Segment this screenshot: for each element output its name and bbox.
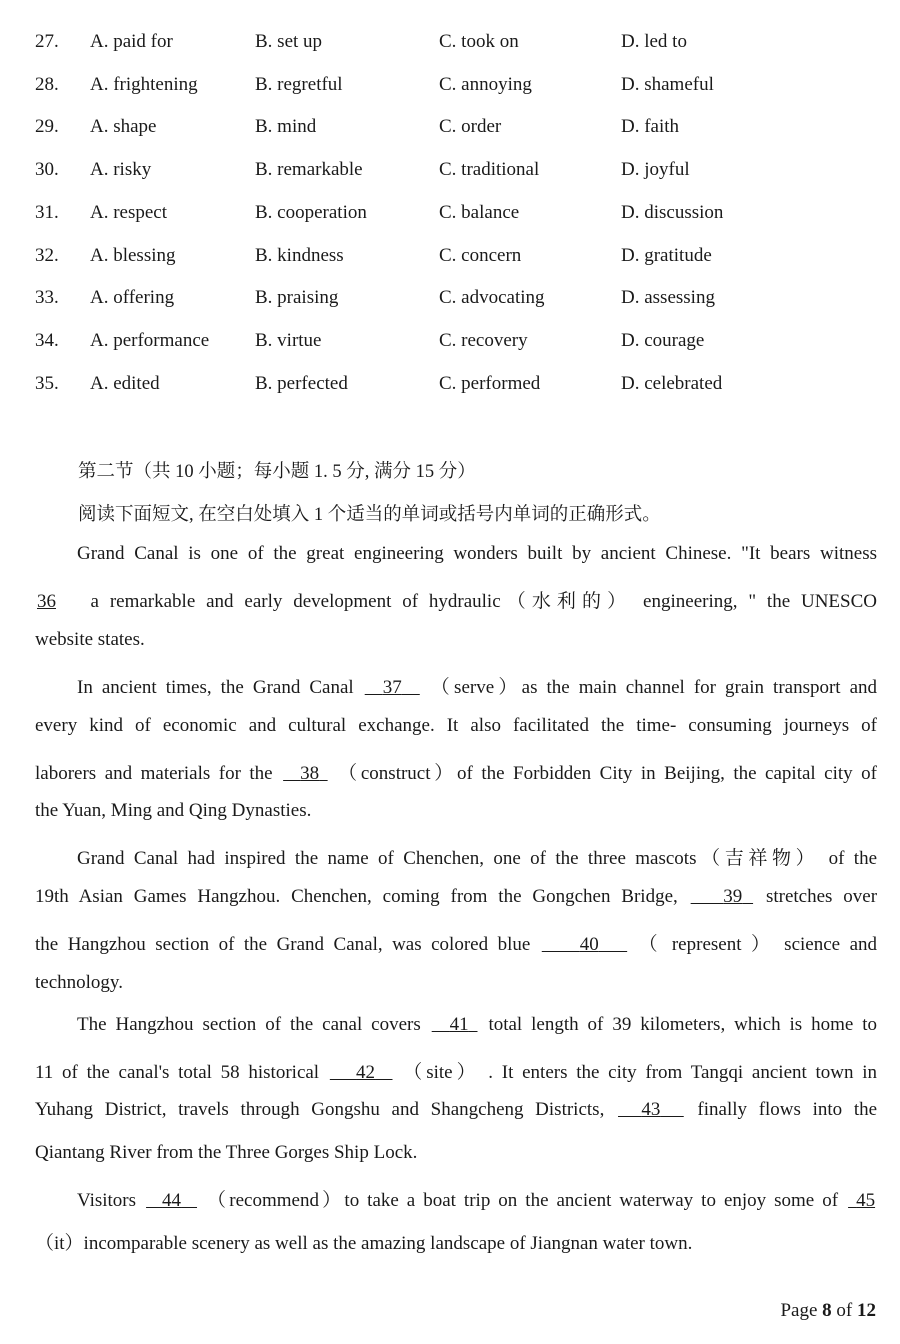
question-row xyxy=(0,116,900,146)
passage-text: laborers and materials for the xyxy=(35,763,273,784)
blank-40: 40 xyxy=(579,934,599,955)
passage-text: （ represent ） science and xyxy=(638,934,878,955)
question-number: 30. xyxy=(35,159,59,181)
question-row xyxy=(0,202,900,232)
passage-text: total length of 39 kilometers, which is home to xyxy=(488,1014,878,1035)
question-number: 33. xyxy=(35,287,59,309)
passage-line xyxy=(77,672,877,700)
passage-line: technology. xyxy=(35,972,123,993)
option-d: D. led to xyxy=(621,31,687,52)
blank-41: 41 xyxy=(449,1014,469,1035)
passage-line xyxy=(77,1185,877,1213)
option-d: D. shameful xyxy=(621,73,714,95)
passage-line xyxy=(35,758,877,786)
question-row xyxy=(0,74,900,104)
option-b: B. praising xyxy=(255,287,339,309)
option-a: A. performance xyxy=(90,329,210,351)
option-d: D. gratitude xyxy=(621,244,712,266)
passage-text: （construct）of the Forbidden City in Beijing, the capital city of xyxy=(338,763,877,784)
question-row xyxy=(0,373,900,403)
question-number: 32. xyxy=(35,244,59,266)
question-number: 35. xyxy=(35,372,59,394)
section-instruction: 阅读下面短文, 在空白处填入 1 个适当的单词或括号内单词的正确形式。 xyxy=(78,505,661,525)
option-c: C. took on xyxy=(439,31,519,52)
option-a: A. paid for xyxy=(90,31,173,52)
option-b: B. mind xyxy=(255,116,317,138)
option-a: A. risky xyxy=(90,159,152,181)
passage-text: （site） . It enters the city from Tangqi ancient town in xyxy=(403,1062,878,1083)
passage-text: finally flows into the xyxy=(697,1099,878,1120)
option-a: A. offering xyxy=(90,287,175,309)
blank-36: 36 xyxy=(37,591,56,612)
passage-line: the Yuan, Ming and Qing Dynasties. xyxy=(35,800,312,821)
question-row xyxy=(0,245,900,275)
question-number: 27. xyxy=(35,31,59,52)
blank-38: 38 xyxy=(300,763,320,784)
option-d: D. joyful xyxy=(621,159,690,181)
option-c: C. balance xyxy=(439,201,520,223)
passage-line xyxy=(35,1099,877,1127)
blank-42: 42 xyxy=(356,1062,376,1083)
option-d: D. faith xyxy=(621,116,680,138)
blank-43: 43 xyxy=(641,1099,661,1120)
option-b: B. set up xyxy=(255,31,323,52)
passage-line xyxy=(35,1057,877,1085)
passage-line: （it）incomparable scenery as well as the amazing landscape of Jiangnan water town. xyxy=(35,1233,693,1254)
passage-line xyxy=(35,586,877,614)
section-title: 第二节（共 10 小题；每小题 1. 5 分, 满分 15 分） xyxy=(78,462,476,482)
option-c: C. concern xyxy=(439,244,522,266)
passage-line xyxy=(35,886,877,914)
option-b: B. perfected xyxy=(255,372,348,394)
passage-line xyxy=(77,1014,877,1042)
passage-text: the Hangzhou section of the Grand Canal, was colored blue xyxy=(35,934,531,955)
option-c: C. performed xyxy=(439,372,541,394)
option-b: B. kindness xyxy=(255,244,344,266)
blank-37: 37 xyxy=(382,677,402,698)
passage-line: Grand Canal had inspired the name of Chenchen, one of the three mascots（吉祥物） of the xyxy=(77,848,877,869)
question-row xyxy=(0,159,900,189)
option-c: C. advocating xyxy=(439,287,545,309)
option-b: B. remarkable xyxy=(255,159,363,181)
question-row xyxy=(0,31,900,61)
passage-text: 19th Asian Games Hangzhou. Chenchen, coming from the Gongchen Bridge, xyxy=(35,886,678,907)
blank-45: 45 xyxy=(856,1190,876,1211)
option-d: D. assessing xyxy=(621,287,715,309)
passage-text: The Hangzhou section of the canal covers xyxy=(77,1014,421,1035)
passage-line: website states. xyxy=(35,629,145,650)
question-number: 29. xyxy=(35,116,59,138)
question-row xyxy=(0,287,900,317)
option-c: C. traditional xyxy=(439,159,540,181)
passage-text: In ancient times, the Grand Canal xyxy=(77,677,354,698)
option-d: D. discussion xyxy=(621,201,724,223)
option-a: A. blessing xyxy=(90,244,176,266)
passage-line: every kind of economic and cultural exchange. It also facilitated the time- consuming journeys of xyxy=(35,715,877,736)
option-c: C. recovery xyxy=(439,329,528,351)
passage-text: 11 of the canal's total 58 historical xyxy=(35,1062,320,1083)
question-number: 34. xyxy=(35,329,59,351)
blank-44: 44 xyxy=(162,1190,182,1211)
option-a: A. edited xyxy=(90,372,160,394)
option-a: A. frightening xyxy=(90,73,198,95)
option-a: A. respect xyxy=(90,201,168,223)
option-a: A. shape xyxy=(90,116,157,138)
option-b: B. regretful xyxy=(255,73,343,95)
question-number: 31. xyxy=(35,201,59,223)
passage-line xyxy=(35,929,877,957)
passage-text: Yuhang District, travels through Gongshu and Shangcheng Districts, xyxy=(35,1099,605,1120)
option-b: B. virtue xyxy=(255,329,322,351)
passage-line: Grand Canal is one of the great engineering wonders built by ancient Chinese. "It bears witness xyxy=(77,543,877,564)
passage-line: Qiantang River from the Three Gorges Ship Lock. xyxy=(35,1142,418,1163)
passage-text: Visitors xyxy=(77,1190,137,1211)
blank-39: 39 xyxy=(723,886,743,907)
question-number: 28. xyxy=(35,73,59,95)
passage-text: a remarkable and early development of hydraulic（水利的） engineering, " the UNESCO xyxy=(90,591,877,612)
passage-text: （serve）as the main channel for grain transport and xyxy=(430,677,878,698)
passage-text: stretches over xyxy=(765,886,878,907)
option-d: D. courage xyxy=(621,329,705,351)
option-c: C. order xyxy=(439,116,502,138)
option-c: C. annoying xyxy=(439,73,532,95)
option-d: D. celebrated xyxy=(621,372,723,394)
passage-text: （recommend）to take a boat trip on the ancient waterway to enjoy some of xyxy=(207,1190,839,1211)
option-b: B. cooperation xyxy=(255,201,367,223)
question-row xyxy=(0,330,900,360)
page-number: Page 8 of 12 xyxy=(780,1300,876,1321)
